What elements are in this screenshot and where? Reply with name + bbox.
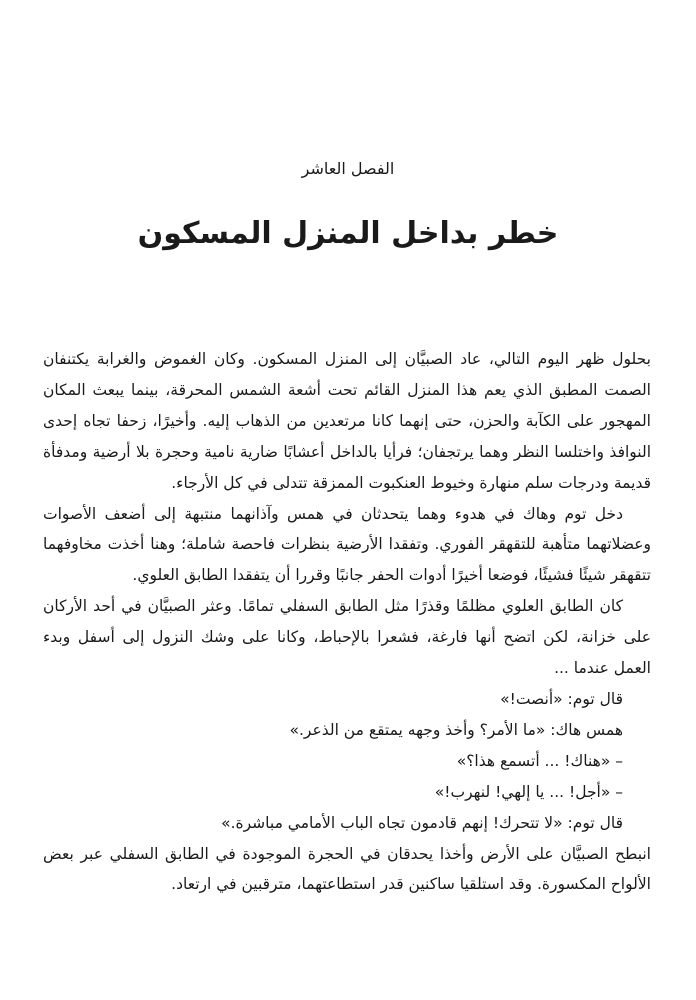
dialog-line: قال توم: «لا تتحرك! إنهم قادمون تجاه الباب الأمامي مباشرة.»	[221, 813, 623, 832]
dialog-line: قال توم: «أنصت!»	[500, 689, 623, 708]
paragraph: كان الطابق العلوي مظلمًا وقذرًا مثل الطابق السفلي تمامًا. وعثر الصبيَّان في أحد الأركان على خزانة، لكن اتضح أنها فارغة، فشعرا بالإحباط، وكانا على وشك النزول إلى أسفل وبدء العمل عندما ...	[43, 597, 651, 678]
chapter-title: خطر بداخل المنزل المسكون	[137, 216, 559, 251]
paragraph: انبطح الصبيَّان على الأرض وأخذا يحدقان في الحجرة الموجودة في الطابق السفلي عبر بعض الألواح المكسورة. وقد استلقيا ساكنين قدر استطاعتهما، مترقبين في ارتعاد.	[43, 844, 651, 894]
chapter-number-label: الفصل العاشر	[301, 159, 395, 178]
dialog-line: همس هاك: «ما الأمر؟ وأخذ وجهه يمتقع من الذعر.»	[289, 720, 623, 739]
dialog-line: – «أجل! ... يا إلهي! لنهرب!»	[434, 782, 623, 801]
paragraph: بحلول ظهر اليوم التالي، عاد الصبيَّان إلى المنزل المسكون. وكان الغموض والغرابة يكتنفان الصمت المطبق الذي يعم هذا المنزل القائم تحت أشعة الشمس المحرقة، بينما يبعث المكان المهجور على الكآبة والحزن، حتى إنهما كانا مرتعدين من الذهاب إليه. وأخيرًا، زحفا تجاه إحدى النوافذ واختلسا النظر وهما يرتجفان؛ فرأيا بالداخل أعشابًا ضارية نامية وحجرة بلا أرضية ومدفأة قديمة ودرجات سلم منهارة وخيوط العنكبوت الممزقة تتدلى في كل الأرجاء.	[43, 350, 651, 492]
dialog-line: – «هناك! ... أتسمع هذا؟»	[456, 751, 623, 770]
paragraph: دخل توم وهاك في هدوء وهما يتحدثان في همس وآذانهما منتبهة إلى أضعف الأصوات وعضلاتهما متأهبة للتقهقر الفوري. وتفقدا الأرضية بنظرات فاحصة شاملة؛ وهنا أخذت مخاوفهما تتقهقر شيئًا فشيئًا، فوضعا أخيرًا أدوات الحفر جانبًا وقررا أن يتفقدا الطابق العلوي.	[43, 504, 651, 585]
chapter-body	[43, 344, 651, 900]
